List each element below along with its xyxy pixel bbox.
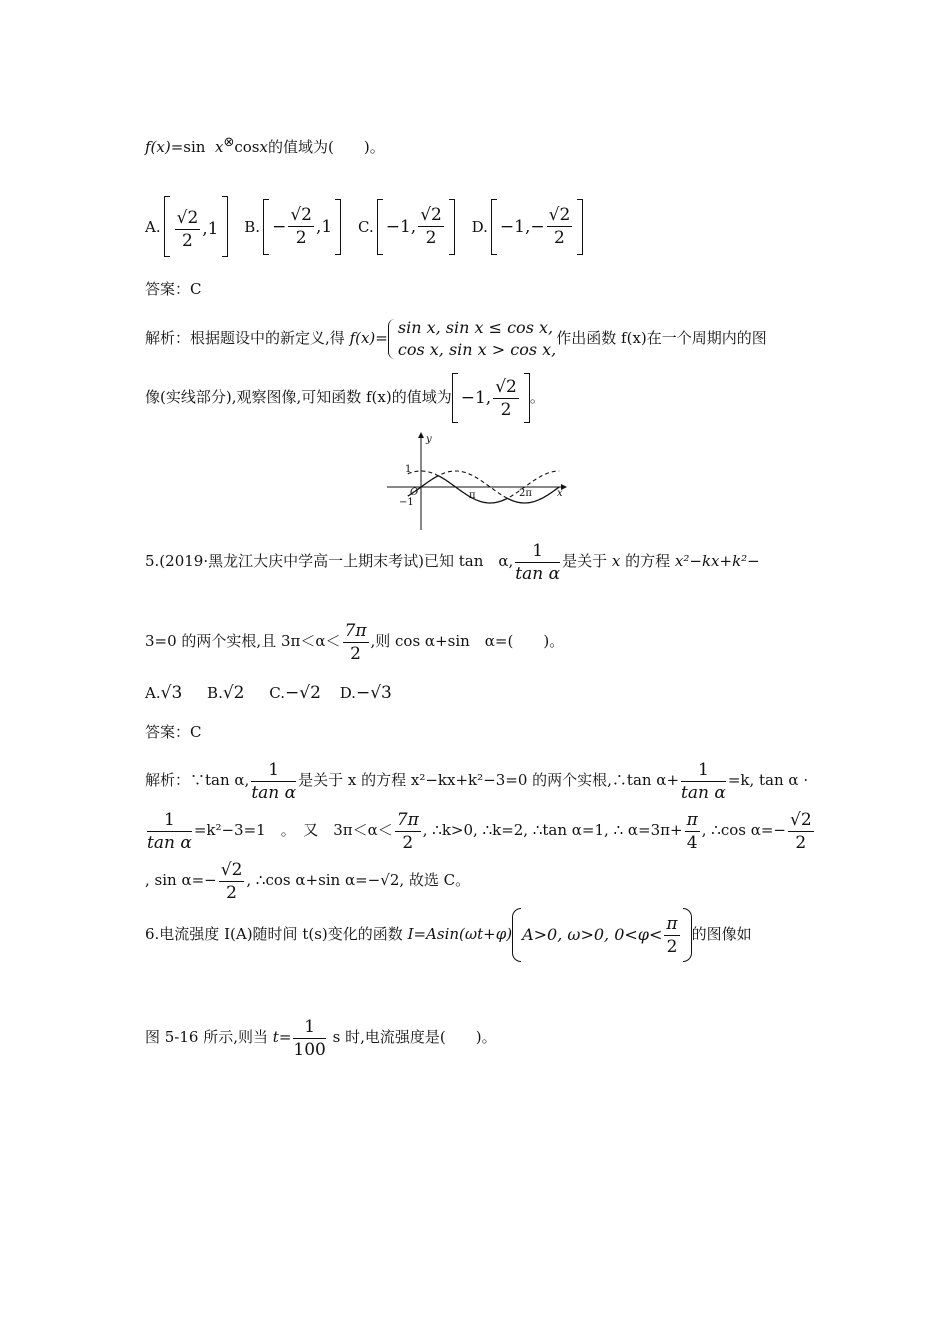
q5-option-d[interactable]: D. −√3 [339, 683, 392, 703]
q4-sin: =sin [170, 138, 206, 156]
q5-answer: 答案：C [145, 723, 202, 741]
q4-x2: x [259, 138, 268, 156]
tick-1: 1 [405, 464, 412, 475]
y-axis-label: y [426, 434, 432, 445]
q6-condition: A>0, ω>0, 0<φ< $\frac{\pi}{2}$ [512, 906, 692, 964]
origin-label: O [410, 487, 419, 498]
dashed-curve [408, 471, 559, 498]
q4-options [145, 196, 595, 257]
x-axis-label: x [557, 488, 563, 499]
q5-stem-line1: 5.(2019·黑龙江大庆中学高一上期末考试)已知 tan α, $\frac{1}{\text{tan α}}$ 是关于 x 的方程 x²−kx+k²− [145, 540, 760, 584]
q4-x: x [215, 138, 224, 156]
q4-cos: cos [234, 138, 260, 156]
solid-curve [408, 476, 559, 503]
tick-2pi: 2π [519, 488, 532, 499]
q4-option-a[interactable]: A. $\frac{√2}{2}$ ,1 [145, 196, 228, 257]
tick-neg1: −1 [399, 497, 414, 508]
q4-option-d[interactable]: D. −1,− $\frac{√2}{2}$ [472, 199, 584, 255]
piecewise-brace: sin x, sin x ≤ cos x, cos x, sin x > cos x, [388, 317, 556, 361]
q4-option-b[interactable]: B. − $\frac{√2}{2}$ ,1 [244, 199, 341, 255]
q5-analysis-line2: $\frac{1}{\text{tan α}}$ =k²−3=1 。 又 3π＜α＜ $\frac{7\pi}{2}$ , ∴k>0, ∴k=2, ∴tan α=1, ∴ α=3π+ $\frac{\pi}{4}$ , ∴cos α=− $\frac{√2}{2}$ [147, 809, 812, 853]
q5-stem-line2: 3=0 的两个实根,且 3π＜α＜ $\frac{7\pi}{2}$ ,则 cos α+sin α=( )。 [145, 620, 565, 664]
q5-options [145, 683, 404, 703]
q5-analysis-line1: 解析：∵tan α, $\frac{1}{\text{tan α}}$ 是关于 x 的方程 x²−kx+k²−3=0 的两个实根,∴tan α+ $\frac{1}{\text{tan α}}$ =k, tan α · [145, 759, 809, 803]
q4-fx: f(x) [145, 138, 171, 156]
q4-range: −1, $\frac{√2}{2}$ [452, 373, 530, 423]
q4-answer: 答案：C [145, 280, 202, 298]
q4-analysis-line1: 解析：根据题设中的新定义,得 f(x)= sin x, sin x ≤ cos x, cos x, sin x > cos x, 作出函数 f(x)在一个周期内的图 [145, 318, 767, 359]
q4-analysis-line2: 像(实线部分),观察图像,可知函数 f(x)的值域为 −1, $\frac{√2}{2}$ 。 [145, 372, 545, 423]
q5-option-b[interactable]: B. √2 [207, 683, 245, 703]
y-axis-arrow-icon [418, 432, 424, 438]
tick-pi: π [469, 490, 476, 501]
q4-option-c[interactable]: C. −1, $\frac{√2}{2}$ [358, 199, 455, 255]
q5-option-c[interactable]: C. −√2 [269, 683, 321, 703]
q4-stem [145, 133, 385, 157]
otimes-icon: ⊗ [223, 135, 235, 150]
q6-stem-line2: 图 5-16 所示,则当 t= $\frac{1}{100}$ s 时,电流强度是( )。 [145, 1016, 497, 1060]
q6-stem-line1: 6.电流强度 I(A)随时间 t(s)变化的函数 I=Asin(ωt+φ) A>0, ω>0, 0<φ< $\frac{\pi}{2}$ 的图像如 [145, 905, 752, 964]
q5-analysis-line3: , sin α=− $\frac{√2}{2}$ , ∴cos α+sin α=−√2, 故选 C。 [145, 859, 471, 903]
q5-option-a[interactable]: A. √3 [145, 683, 183, 703]
q4-tail: 的值域为( )。 [267, 138, 385, 156]
q4-function-graph [383, 430, 573, 534]
